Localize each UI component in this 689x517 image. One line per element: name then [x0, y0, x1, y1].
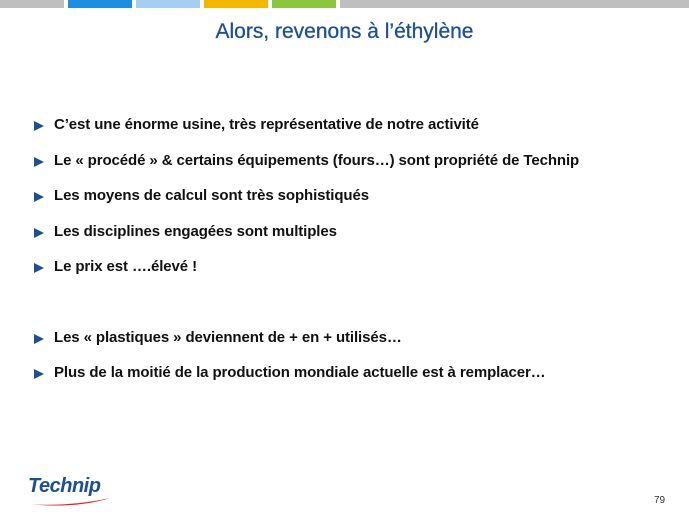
bullet-text: Les moyens de calcul sont très sophistiqués	[54, 187, 369, 204]
logo-swoosh-icon	[28, 497, 112, 507]
page-number: 79	[654, 495, 666, 506]
top-bar-segment-blue	[68, 0, 132, 8]
bullet-text: Les « plastiques » deviennent de + en + utilisés…	[54, 328, 402, 346]
top-bar-segment-yellow	[204, 0, 268, 8]
top-bar-segment-gray-left	[0, 0, 64, 8]
logo-text: Technip	[28, 475, 101, 497]
bullet-arrow-icon	[34, 369, 44, 379]
top-bar-segment-light-blue	[136, 0, 200, 8]
bullet-arrow-icon	[34, 157, 44, 167]
bullet-arrow-icon	[34, 228, 44, 238]
bullet-arrow-icon	[34, 121, 44, 131]
bullet-text: Le « procédé » & certains équipements (fours…) sont propriété de Technip	[54, 151, 580, 169]
bullet-text: Le prix est ….élevé !	[54, 258, 197, 275]
bullet-arrow-icon	[34, 263, 44, 273]
top-bar-segment-gray-right	[340, 0, 689, 8]
bullet-text: Plus de la moitié de la production mondiale actuelle est à remplacer…	[54, 364, 546, 381]
top-bar-segment-green	[272, 0, 336, 8]
top-color-bar	[0, 0, 689, 8]
bullet-text: Les disciplines engagées sont multiples	[54, 222, 337, 240]
technip-logo	[28, 475, 118, 507]
slide-title: Alors, revenons à l’éthylène	[215, 20, 474, 43]
bullet-arrow-icon	[34, 334, 44, 344]
bullet-text: C’est une énorme usine, très représentative de notre activité	[54, 116, 479, 133]
bullet-arrow-icon	[34, 192, 44, 202]
